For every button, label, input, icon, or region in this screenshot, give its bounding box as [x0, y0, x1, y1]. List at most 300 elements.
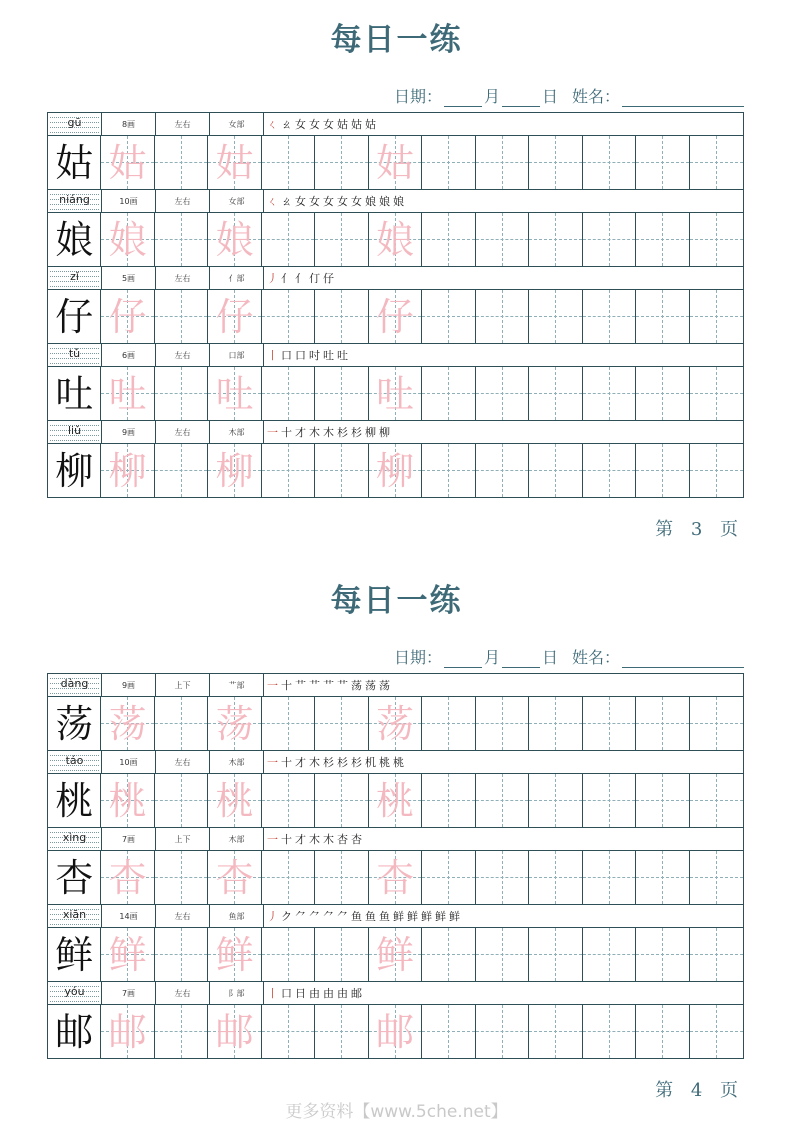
trace-character: 娘 [215, 218, 254, 262]
writing-cell[interactable] [155, 697, 208, 750]
stroke-step: 口 [281, 349, 295, 362]
name-label: 姓名： [571, 648, 620, 667]
trace-character: 邮 [215, 1010, 254, 1054]
writing-cell[interactable] [636, 851, 689, 904]
writing-cell[interactable] [369, 774, 422, 827]
stroke-step: 仃 [309, 272, 323, 285]
writing-cell[interactable] [315, 444, 368, 497]
writing-cell[interactable] [422, 1005, 475, 1058]
writing-cell[interactable] [690, 851, 743, 904]
pinyin-box [48, 751, 102, 773]
stroke-step: 杏 [337, 833, 351, 846]
writing-cell[interactable] [636, 213, 689, 266]
trace-character: 娘 [108, 218, 147, 262]
day-label: 日 [541, 87, 558, 106]
page-title: 每日一练 [330, 583, 463, 619]
structure: 左右 [156, 421, 210, 443]
writing-cell[interactable] [155, 774, 208, 827]
stroke-step: ク [281, 910, 295, 923]
writing-cell[interactable] [422, 367, 475, 420]
stroke-step: 木 [309, 756, 323, 769]
writing-cell[interactable] [48, 367, 101, 420]
writing-cell[interactable] [422, 774, 475, 827]
trace-character: 吐 [215, 372, 254, 416]
page-number: 第 4 页 [655, 1080, 744, 1101]
writing-cell[interactable] [315, 290, 368, 343]
writing-cell[interactable] [529, 213, 582, 266]
trace-character: 邮 [108, 1010, 147, 1054]
writing-cell[interactable] [155, 136, 208, 189]
writing-cell[interactable] [101, 1005, 154, 1058]
writing-cells [48, 136, 743, 190]
structure: 上下 [156, 674, 210, 696]
page-title: 每日一练 [330, 22, 463, 58]
writing-cell[interactable] [476, 444, 529, 497]
writing-cell[interactable] [208, 774, 261, 827]
writing-cell[interactable] [422, 928, 475, 981]
stroke-step: 艹 [323, 679, 337, 692]
character-info-bar [48, 828, 743, 851]
structure: 左右 [156, 751, 210, 773]
model-character: 桃 [55, 779, 94, 823]
stroke-step: 由 [323, 987, 337, 1000]
writing-cell[interactable] [636, 290, 689, 343]
trace-character: 姑 [375, 141, 414, 185]
writing-cell[interactable] [529, 444, 582, 497]
stroke-step: 鲜 [435, 910, 449, 923]
practice-grid [47, 673, 744, 1059]
stroke-step: ㄑ [267, 118, 281, 131]
writing-cell[interactable] [262, 697, 315, 750]
trace-character: 桃 [108, 779, 147, 823]
stroke-step: 十 [281, 833, 295, 846]
writing-cell[interactable] [369, 213, 422, 266]
date-label: 日期： [393, 648, 442, 667]
writing-cell[interactable] [101, 367, 154, 420]
writing-cell[interactable] [369, 367, 422, 420]
trace-character: 邮 [375, 1010, 414, 1054]
writing-cell[interactable] [155, 1005, 208, 1058]
trace-character: 杏 [375, 856, 414, 900]
stroke-step: 十 [281, 426, 295, 439]
writing-cell[interactable] [48, 213, 101, 266]
writing-cell[interactable] [155, 851, 208, 904]
writing-cell[interactable] [48, 928, 101, 981]
writing-cell[interactable] [636, 697, 689, 750]
stroke-step: 女 [323, 195, 337, 208]
structure: 上下 [156, 828, 210, 850]
writing-cell[interactable] [529, 1005, 582, 1058]
stroke-count: 14画 [102, 905, 156, 927]
date-name-fields [394, 645, 744, 668]
stroke-step: 女 [309, 195, 323, 208]
footer-watermark: 更多资料【www.5che.net】 [285, 1102, 508, 1122]
stroke-step: ⺈ [323, 910, 337, 923]
stroke-step: 杉 [337, 426, 351, 439]
writing-cell[interactable] [208, 1005, 261, 1058]
writing-cell[interactable] [48, 444, 101, 497]
pinyin-box [48, 190, 102, 212]
name-label: 姓名： [571, 87, 620, 106]
stroke-step: 柳 [365, 426, 379, 439]
page-number: 第 3 页 [655, 519, 744, 540]
date-name-fields [394, 84, 744, 107]
writing-cell[interactable] [48, 851, 101, 904]
writing-cell[interactable] [155, 290, 208, 343]
stroke-step: 才 [295, 426, 309, 439]
stroke-count: 5画 [102, 267, 156, 289]
stroke-step: ㄑ [267, 195, 281, 208]
writing-cell[interactable] [369, 444, 422, 497]
character-info-bar [48, 344, 743, 367]
stroke-step: 柳 [379, 426, 393, 439]
writing-cell[interactable] [690, 928, 743, 981]
pinyin: táo [65, 754, 84, 767]
writing-cell[interactable] [476, 1005, 529, 1058]
writing-cell[interactable] [690, 697, 743, 750]
writing-cell[interactable] [101, 774, 154, 827]
writing-cell[interactable] [208, 367, 261, 420]
writing-cell[interactable] [476, 367, 529, 420]
trace-character: 荡 [375, 702, 414, 746]
writing-cell[interactable] [262, 928, 315, 981]
character-info-bar [48, 674, 743, 697]
stroke-step: 一 [267, 426, 281, 439]
writing-cell[interactable] [476, 774, 529, 827]
stroke-step: 杉 [323, 756, 337, 769]
writing-cell[interactable] [583, 697, 636, 750]
stroke-count: 9画 [102, 421, 156, 443]
model-character: 柳 [55, 449, 94, 493]
writing-cell[interactable] [583, 213, 636, 266]
stroke-step: 姑 [337, 118, 351, 131]
writing-cell[interactable] [369, 1005, 422, 1058]
writing-cell[interactable] [583, 290, 636, 343]
model-character: 吐 [55, 372, 94, 416]
writing-cell[interactable] [369, 928, 422, 981]
writing-cell[interactable] [529, 367, 582, 420]
writing-cell[interactable] [636, 444, 689, 497]
trace-character: 杏 [108, 856, 147, 900]
stroke-step: 娘 [365, 195, 379, 208]
writing-cell[interactable] [315, 213, 368, 266]
writing-cell[interactable] [422, 136, 475, 189]
writing-cell[interactable] [208, 213, 261, 266]
trace-character: 杏 [215, 856, 254, 900]
writing-cell[interactable] [315, 697, 368, 750]
writing-cell[interactable] [583, 367, 636, 420]
stroke-step: 荡 [379, 679, 393, 692]
stroke-order [264, 905, 463, 927]
stroke-step: 女 [351, 195, 365, 208]
stroke-step: 桃 [393, 756, 407, 769]
writing-cell[interactable] [262, 136, 315, 189]
pinyin: liǔ [67, 424, 82, 437]
writing-cell[interactable] [48, 697, 101, 750]
writing-cells [48, 774, 743, 828]
stroke-count: 7画 [102, 828, 156, 850]
writing-cell[interactable] [369, 697, 422, 750]
writing-cell[interactable] [208, 697, 261, 750]
writing-cell[interactable] [315, 851, 368, 904]
stroke-count: 9画 [102, 674, 156, 696]
model-character: 仔 [55, 295, 94, 339]
trace-character: 柳 [108, 449, 147, 493]
stroke-step: 艹 [309, 679, 323, 692]
writing-cell[interactable] [48, 136, 101, 189]
writing-cell[interactable] [315, 136, 368, 189]
writing-cell[interactable] [529, 851, 582, 904]
writing-cell[interactable] [208, 136, 261, 189]
structure: 左右 [156, 113, 210, 135]
stroke-step: 鱼 [379, 910, 393, 923]
writing-cell[interactable] [636, 367, 689, 420]
writing-cell[interactable] [155, 928, 208, 981]
writing-cell[interactable] [315, 928, 368, 981]
writing-cell[interactable] [262, 1005, 315, 1058]
stroke-step: 木 [309, 833, 323, 846]
writing-cell[interactable] [155, 213, 208, 266]
pinyin: dàng [60, 677, 89, 690]
day-label: 日 [541, 648, 558, 667]
writing-cell[interactable] [636, 1005, 689, 1058]
writing-cell[interactable] [529, 290, 582, 343]
stroke-step: 一 [267, 833, 281, 846]
writing-cell[interactable] [208, 851, 261, 904]
radical: 鱼部 [210, 905, 264, 927]
pinyin-box [48, 674, 102, 696]
radical: 艹部 [210, 674, 264, 696]
stroke-count: 6画 [102, 344, 156, 366]
stroke-step: 桃 [379, 756, 393, 769]
stroke-step: 吐 [337, 349, 351, 362]
writing-cell[interactable] [208, 928, 261, 981]
pinyin-box [48, 828, 102, 850]
writing-cell[interactable] [101, 928, 154, 981]
writing-cells [48, 928, 743, 982]
month-label: 月 [483, 87, 500, 106]
month-blank[interactable] [444, 90, 482, 107]
writing-cell[interactable] [208, 290, 261, 343]
stroke-step: 鱼 [365, 910, 379, 923]
stroke-step: 荡 [365, 679, 379, 692]
trace-character: 鲜 [215, 933, 254, 977]
trace-character: 荡 [215, 702, 254, 746]
stroke-step: 艹 [295, 679, 309, 692]
pinyin-box [48, 982, 102, 1004]
structure: 左右 [156, 190, 210, 212]
writing-cell[interactable] [529, 136, 582, 189]
writing-cell[interactable] [315, 774, 368, 827]
writing-cell[interactable] [315, 367, 368, 420]
writing-cell[interactable] [476, 213, 529, 266]
writing-cells [48, 367, 743, 421]
pinyin-box [48, 113, 102, 135]
writing-cell[interactable] [583, 774, 636, 827]
writing-cell[interactable] [422, 444, 475, 497]
day-blank[interactable] [502, 651, 540, 668]
writing-cell[interactable] [155, 444, 208, 497]
date-label: 日期： [393, 87, 442, 106]
model-character: 鲜 [55, 933, 94, 977]
month-blank[interactable] [444, 651, 482, 668]
character-info-bar [48, 421, 743, 444]
writing-cell[interactable] [48, 1005, 101, 1058]
stroke-order [264, 267, 337, 289]
writing-cell[interactable] [369, 851, 422, 904]
stroke-step: 女 [309, 118, 323, 131]
stroke-step: ㄠ [281, 195, 295, 208]
writing-cell[interactable] [690, 136, 743, 189]
writing-cell[interactable] [583, 928, 636, 981]
trace-character: 娘 [375, 218, 414, 262]
stroke-step: 姑 [365, 118, 379, 131]
pinyin: xiān [62, 908, 87, 921]
writing-cell[interactable] [101, 851, 154, 904]
stroke-order [264, 982, 365, 1004]
stroke-step: 鲜 [393, 910, 407, 923]
stroke-step: 丿 [267, 272, 281, 285]
writing-cell[interactable] [529, 697, 582, 750]
stroke-order [264, 421, 393, 443]
character-info-bar [48, 267, 743, 290]
writing-cell[interactable] [101, 290, 154, 343]
stroke-step: 一 [267, 756, 281, 769]
stroke-step: 丨 [267, 349, 281, 362]
stroke-step: 姑 [351, 118, 365, 131]
writing-cell[interactable] [101, 697, 154, 750]
writing-cells [48, 697, 743, 751]
writing-cell[interactable] [690, 290, 743, 343]
writing-cell[interactable] [690, 213, 743, 266]
writing-cell[interactable] [101, 444, 154, 497]
stroke-order [264, 190, 407, 212]
writing-cell[interactable] [101, 213, 154, 266]
stroke-step: 鲜 [449, 910, 463, 923]
writing-cell[interactable] [636, 136, 689, 189]
writing-cell[interactable] [155, 367, 208, 420]
stroke-step: 木 [309, 426, 323, 439]
pinyin: zǐ [70, 270, 79, 283]
writing-cell[interactable] [101, 136, 154, 189]
stroke-step: 女 [295, 118, 309, 131]
writing-cell[interactable] [262, 367, 315, 420]
radical: 女部 [210, 190, 264, 212]
writing-cell[interactable] [262, 774, 315, 827]
writing-cell[interactable] [583, 851, 636, 904]
stroke-step: 杉 [351, 426, 365, 439]
writing-cell[interactable] [583, 136, 636, 189]
pinyin: gū [67, 116, 82, 129]
pinyin-box [48, 905, 102, 927]
pinyin: yóu [64, 985, 85, 998]
writing-cell[interactable] [262, 213, 315, 266]
writing-cell[interactable] [476, 928, 529, 981]
pinyin: niáng [59, 193, 90, 206]
writing-cell[interactable] [476, 697, 529, 750]
writing-cell[interactable] [476, 136, 529, 189]
writing-cell[interactable] [583, 444, 636, 497]
writing-cell[interactable] [529, 928, 582, 981]
stroke-step: 娘 [393, 195, 407, 208]
writing-cell[interactable] [422, 290, 475, 343]
stroke-step: 木 [323, 426, 337, 439]
character-info-bar [48, 751, 743, 774]
character-info-bar [48, 982, 743, 1005]
pinyin-box [48, 267, 102, 289]
writing-cell[interactable] [262, 290, 315, 343]
structure: 左右 [156, 982, 210, 1004]
stroke-step: 丿 [267, 910, 281, 923]
stroke-step: 杏 [351, 833, 365, 846]
stroke-order [264, 751, 407, 773]
pinyin: tǔ [68, 347, 81, 360]
structure: 左右 [156, 905, 210, 927]
stroke-step: 鲜 [421, 910, 435, 923]
name-blank[interactable] [622, 651, 744, 668]
character-info-bar [48, 113, 743, 136]
stroke-step: 日 [295, 987, 309, 1000]
stroke-count: 10画 [102, 751, 156, 773]
writing-cell[interactable] [48, 290, 101, 343]
stroke-count: 10画 [102, 190, 156, 212]
day-blank[interactable] [502, 90, 540, 107]
name-blank[interactable] [622, 90, 744, 107]
trace-character: 荡 [108, 702, 147, 746]
pinyin: xìng [62, 831, 87, 844]
writing-cells [48, 851, 743, 905]
trace-character: 柳 [215, 449, 254, 493]
stroke-step: 木 [323, 833, 337, 846]
writing-cell[interactable] [369, 290, 422, 343]
writing-cell[interactable] [636, 774, 689, 827]
stroke-count: 8画 [102, 113, 156, 135]
stroke-step: 娘 [379, 195, 393, 208]
trace-character: 吐 [108, 372, 147, 416]
writing-cell[interactable] [690, 444, 743, 497]
writing-cell[interactable] [262, 444, 315, 497]
writing-cell[interactable] [369, 136, 422, 189]
stroke-order [264, 344, 351, 366]
stroke-order [264, 674, 393, 696]
trace-character: 姑 [108, 141, 147, 185]
writing-cell[interactable] [262, 851, 315, 904]
trace-character: 桃 [375, 779, 414, 823]
writing-cell[interactable] [690, 367, 743, 420]
writing-cell[interactable] [690, 774, 743, 827]
stroke-step: 才 [295, 756, 309, 769]
writing-cell[interactable] [636, 928, 689, 981]
stroke-step: 由 [337, 987, 351, 1000]
stroke-step: 十 [281, 679, 295, 692]
writing-cell[interactable] [208, 444, 261, 497]
writing-cell[interactable] [422, 851, 475, 904]
writing-cell[interactable] [315, 1005, 368, 1058]
writing-cell[interactable] [422, 213, 475, 266]
stroke-step: ⺈ [337, 910, 351, 923]
stroke-step: ⺈ [295, 910, 309, 923]
writing-cell[interactable] [583, 1005, 636, 1058]
writing-cell[interactable] [48, 774, 101, 827]
writing-cell[interactable] [476, 290, 529, 343]
writing-cell[interactable] [422, 697, 475, 750]
writing-cell[interactable] [476, 851, 529, 904]
writing-cell[interactable] [529, 774, 582, 827]
stroke-step: 荡 [351, 679, 365, 692]
writing-cell[interactable] [690, 1005, 743, 1058]
model-character: 邮 [55, 1010, 94, 1054]
trace-character: 仔 [215, 295, 254, 339]
